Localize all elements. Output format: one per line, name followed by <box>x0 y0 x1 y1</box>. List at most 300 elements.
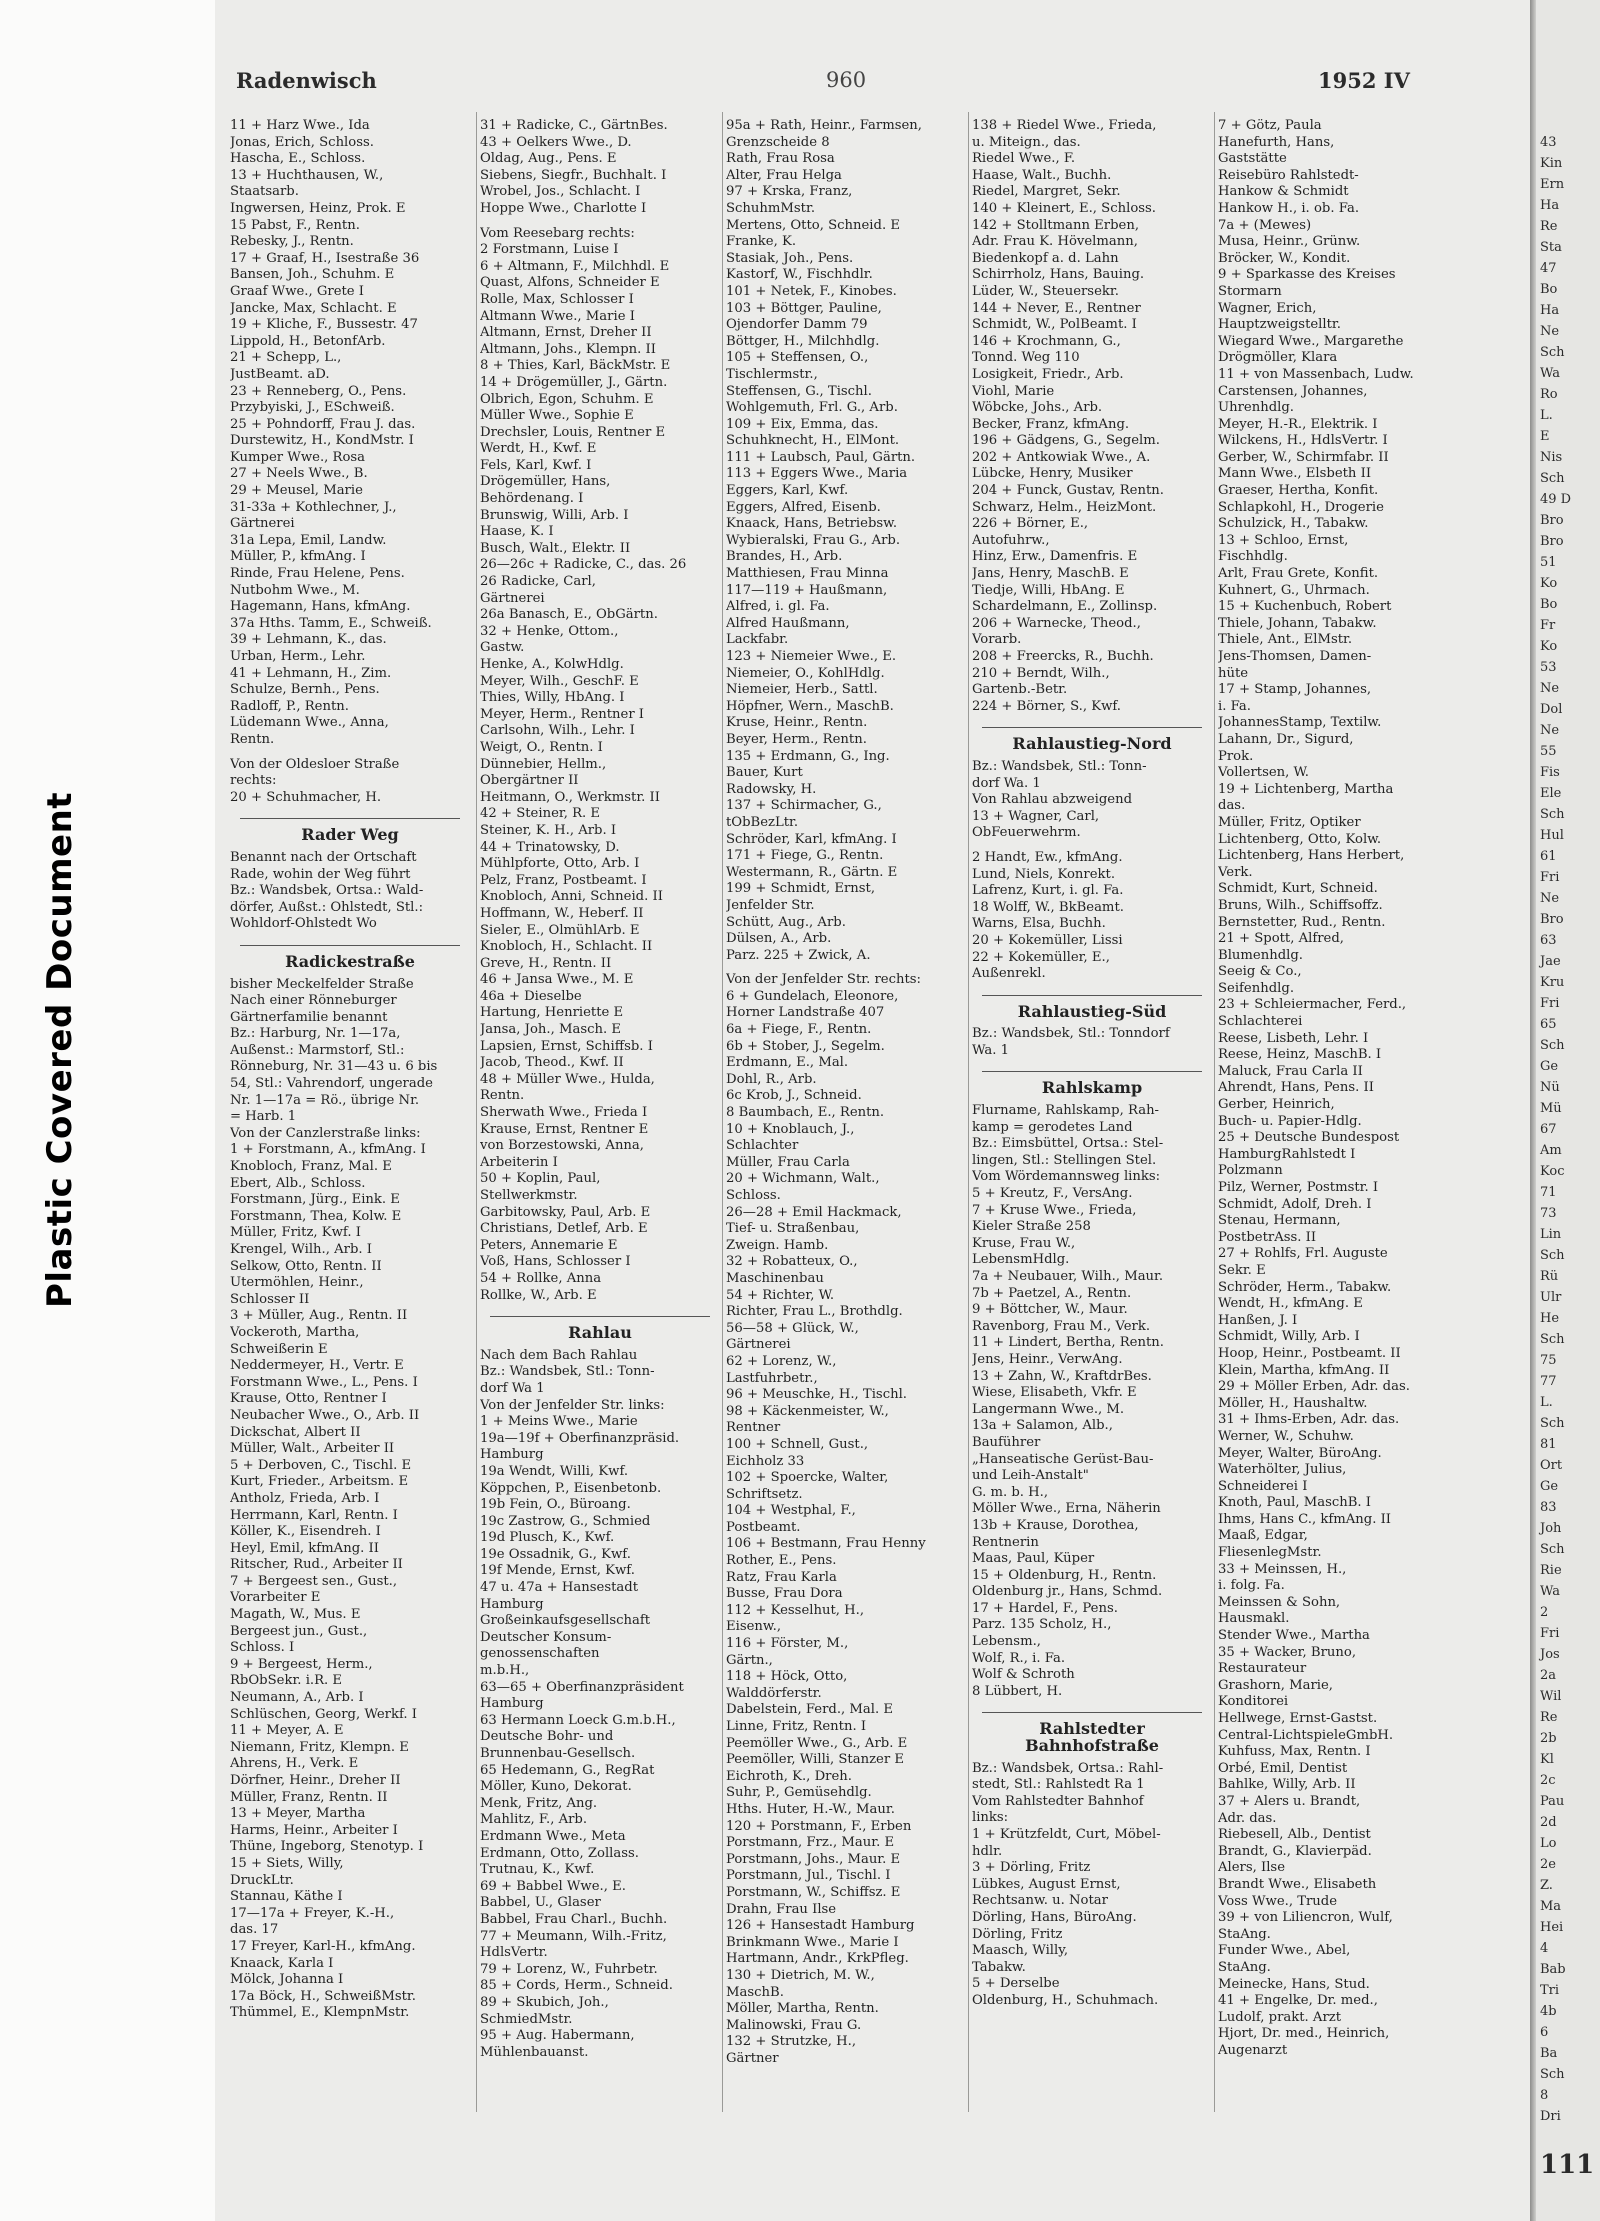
directory-entry: 26 Radicke, Carl, <box>480 574 596 590</box>
directory-entry: DruckLtr. <box>230 1872 294 1888</box>
street-section-title: Rahlau <box>568 1323 632 1343</box>
directory-entry: 13 + Wagner, Carl, <box>972 808 1100 824</box>
directory-entry: Knaack, Karla I <box>230 1955 334 1971</box>
directory-entry: 19d Plusch, K., Kwf. <box>480 1530 615 1546</box>
directory-entry: Schröder, Karl, kfmAng. I <box>726 831 897 847</box>
directory-entry: Seifenhdlg. <box>1218 980 1295 996</box>
next-page-fragment: 67 <box>1540 1122 1557 1137</box>
directory-entry <box>972 1059 1212 1067</box>
directory-column-5 <box>1218 118 1530 2059</box>
directory-entry: Deutscher Konsum- <box>480 1629 612 1645</box>
directory-entry: Schmidt, Adolf, Dreh. I <box>1218 1196 1372 1212</box>
directory-entry: Carstensen, Johannes, <box>1218 383 1368 399</box>
street-header: Radenwisch <box>236 68 377 93</box>
directory-entry: Brinkmann Wwe., Marie I <box>726 1934 899 1950</box>
directory-entry: Antholz, Frieda, Arb. I <box>230 1490 380 1506</box>
directory-entry: tObBezLtr. <box>726 814 799 830</box>
directory-entry: Vockeroth, Martha, <box>230 1324 360 1340</box>
directory-entry: StaAng. <box>1218 1959 1271 1975</box>
directory-entry: Hartmann, Andr., KrkPfleg. <box>726 1951 909 1967</box>
directory-entry: JustBeamt. aD. <box>230 366 330 382</box>
column-separator <box>968 112 969 2112</box>
plastic-covered-label: Plastic Covered Document <box>40 791 80 1309</box>
directory-entry: Franke, K. <box>726 234 797 250</box>
directory-entry: Müller, Fritz, Kwf. I <box>230 1225 361 1241</box>
directory-entry: Meyer, Walter, BüroAng. <box>1218 1445 1382 1461</box>
directory-entry: Lapsien, Ernst, Schiffsb. I <box>480 1038 653 1054</box>
directory-entry: MaschB. <box>726 1984 784 2000</box>
directory-entry: 19a Wendt, Willi, Kwf. <box>480 1463 629 1479</box>
directory-entry: Hths. Huter, H.-W., Maur. <box>726 1801 895 1817</box>
directory-entry: Losigkeit, Friedr., Arb. <box>972 366 1124 382</box>
directory-entry: und Leih-Anstalt" <box>972 1468 1089 1484</box>
next-page-fragment: Ro <box>1540 387 1558 402</box>
directory-entry: Seeig & Co., <box>1218 964 1302 980</box>
directory-entry: Reese, Lisbeth, Lehr. I <box>1218 1030 1369 1046</box>
directory-entry: 50 + Koplin, Paul, <box>480 1171 601 1187</box>
directory-entry: 5 + Kreutz, F., VersAng. <box>972 1186 1133 1202</box>
directory-entry: 32 + Henke, Ottom., <box>480 623 619 639</box>
directory-entry: 63 Hermann Loeck G.m.b.H., <box>480 1712 676 1728</box>
directory-entry: Tief- u. Straßenbau, <box>726 1221 860 1237</box>
directory-entry: Großeinkaufsgesellschaft <box>480 1613 651 1629</box>
next-page-fragment: Ne <box>1540 324 1560 339</box>
directory-entry: Olbrich, Egon, Schuhm. E <box>480 391 654 407</box>
directory-entry: Müller, Walt., Arbeiter II <box>230 1441 395 1457</box>
directory-entry: Bz.: Wandsbek, Ortsa.: Rahl- <box>972 1760 1164 1776</box>
directory-entry: 7 + Götz, Paula <box>1218 118 1322 133</box>
directory-entry: 22 + Kokemüller, E., <box>972 949 1110 965</box>
directory-entry: 171 + Fiege, G., Rentn. <box>726 848 884 864</box>
directory-entry: HamburgRahlstedt I <box>1218 1146 1356 1162</box>
directory-entry: Meinssen & Sohn, <box>1218 1594 1341 1610</box>
directory-entry: Babbel, Frau Charl., Buchh. <box>480 1911 668 1927</box>
directory-entry: Außenrekl. <box>972 966 1046 982</box>
next-page-fragment: Tri <box>1540 1983 1560 1998</box>
directory-entry: Grenzscheide 8 <box>726 134 830 150</box>
directory-entry: 29 + Möller Erben, Adr. das. <box>1218 1379 1410 1395</box>
directory-entry: Dörling, Fritz <box>972 1926 1063 1942</box>
directory-entry: Musa, Heinr., Grünw. <box>1218 234 1361 250</box>
directory-entry: Parz. 135 Scholz, H., <box>972 1617 1112 1633</box>
directory-entry: 7 + Bergeest sen., Gust., <box>230 1573 398 1589</box>
directory-entry: Altmann, Johs., Klempn. II <box>480 341 656 357</box>
directory-entry: Greve, H., Rentn. II <box>480 955 612 971</box>
directory-entry: Autofuhrw., <box>972 532 1050 548</box>
directory-entry: Möller, Martha, Rentn. <box>726 2001 879 2017</box>
directory-entry: Siebens, Siegfr., Buchhalt. I <box>480 167 667 183</box>
directory-entry: 109 + Eix, Emma, das. <box>726 416 879 432</box>
directory-entry: 31 + Ihms-Erben, Adr. das. <box>1218 1412 1400 1428</box>
directory-entry: 23 + Renneberg, O., Pens. <box>230 383 407 399</box>
directory-entry: Brandes, H., Arb. <box>726 549 843 565</box>
next-page-fragment: Fri <box>1540 1626 1560 1641</box>
directory-entry: Waterhölter, Julius, <box>1218 1462 1347 1478</box>
directory-entry <box>230 806 470 814</box>
directory-entry: Jens, Heinr., VerwAng. <box>972 1351 1123 1367</box>
directory-entry: Schardelmann, E., Zollinsp. <box>972 599 1158 615</box>
directory-entry: Gärtnerei <box>230 516 295 532</box>
directory-entry: Wilckens, H., HdlsVertr. I <box>1218 433 1388 449</box>
directory-entry: 26—28 + Emil Hackmack, <box>726 1204 902 1220</box>
next-page-fragment: 73 <box>1540 1206 1557 1221</box>
next-page-fragment: Nü <box>1540 1080 1560 1095</box>
directory-entry: 138 + Riedel Wwe., Frieda, <box>972 118 1157 133</box>
directory-entry: Knobloch, Franz, Mal. E <box>230 1159 392 1175</box>
directory-entry: Schmidt, Willy, Arb. I <box>1218 1329 1360 1345</box>
directory-entry: 6 + Altmann, F., Milchhdl. E <box>480 258 670 274</box>
directory-entry <box>972 1700 1212 1708</box>
directory-entry: Dörfner, Heinr., Dreher II <box>230 1773 401 1788</box>
directory-entry: 95 + Aug. Habermann, <box>480 2028 635 2044</box>
directory-entry: Rother, E., Pens. <box>726 1553 837 1569</box>
next-page-fragment: Sch <box>1540 807 1565 822</box>
directory-entry: 19a—19f + Oberfinanzpräsid. <box>480 1430 680 1446</box>
directory-entry: hüte <box>1218 665 1249 681</box>
directory-entry: Schuhknecht, H., ElMont. <box>726 433 900 449</box>
directory-entry: Von der Oldesloer Straße <box>230 756 400 772</box>
directory-entry: Schloss. I <box>230 1640 295 1656</box>
directory-entry: Meyer, Wilh., GeschF. E <box>480 673 639 689</box>
directory-entry: 31 + Radicke, C., GärtnBes. <box>480 118 668 133</box>
directory-entry: 79 + Lorenz, W., Fuhrbetr. <box>480 1961 658 1977</box>
directory-entry: Konditorei <box>1218 1694 1289 1710</box>
directory-entry: 54 + Rollke, Anna <box>480 1270 602 1286</box>
directory-entry: Gerber, W., Schirmfabr. II <box>1218 449 1389 465</box>
directory-entry: 21 + Schepp, L., <box>230 350 342 366</box>
directory-entry: 46 + Jansa Wwe., M. E <box>480 972 634 988</box>
directory-entry: Schulze, Bernh., Pens. <box>230 682 380 698</box>
directory-entry: Altmann Wwe., Marie I <box>480 308 635 324</box>
directory-entry: Drechsler, Louis, Rentner E <box>480 424 666 440</box>
directory-entry: 25 + Deutsche Bundespost <box>1218 1130 1400 1146</box>
directory-entry: Lippold, H., BetonfArb. <box>230 333 386 349</box>
directory-entry: Eggers, Alfred, Eisenb. <box>726 499 881 515</box>
directory-entry: Zweign. Hamb. <box>726 1237 829 1253</box>
directory-entry: Bernstetter, Rud., Rentn. <box>1218 914 1386 930</box>
directory-entry: Przybyiski, J., ESchweiß. <box>230 400 395 416</box>
next-page-fragment: Ulr <box>1540 1290 1562 1305</box>
directory-entry: Benannt nach der Ortschaft <box>230 849 417 865</box>
directory-entry: Wa. 1 <box>972 1042 1010 1058</box>
directory-entry: Thiele, Ant., ElMstr. <box>1218 632 1353 648</box>
year-volume: 1952 IV <box>1318 68 1410 93</box>
next-page-fragment: Ne <box>1540 891 1560 906</box>
directory-entry: kamp = gerodetes Land <box>972 1119 1133 1135</box>
directory-entry: 123 + Niemeier Wwe., E. <box>726 649 897 664</box>
directory-entry: Mertens, Otto, Schneid. E <box>726 217 900 233</box>
directory-entry: Meyer, H.-R., Elektrik. I <box>1218 416 1378 432</box>
directory-entry: Hjort, Dr. med., Heinrich, <box>1218 2026 1390 2042</box>
directory-entry: Arlt, Frau Grete, Konfit. <box>1218 566 1379 582</box>
next-page-fragment: Ne <box>1540 723 1560 738</box>
directory-entry: Nach dem Bach Rahlau <box>480 1347 638 1363</box>
directory-entry: Erdmann, E., Mal. <box>726 1055 849 1071</box>
directory-entry: 48 + Müller Wwe., Hulda, <box>480 1071 655 1087</box>
directory-entry: 116 + Förster, M., <box>726 1636 849 1652</box>
directory-entry: 54 + Richter, W. <box>726 1287 835 1303</box>
next-page-fragment: L. <box>1540 408 1553 423</box>
directory-entry: Wohldorf-Ohlstedt Wo <box>230 916 377 932</box>
directory-entry: Orbé, Emil, Dentist <box>1218 1760 1348 1776</box>
directory-entry: Arbeiterin I <box>480 1154 558 1170</box>
directory-entry: Stender Wwe., Martha <box>1218 1628 1370 1644</box>
directory-entry: Bz.: Wandsbek, Stl.: Tonndorf <box>972 1026 1170 1042</box>
directory-entry: 137 + Schirmacher, G., <box>726 798 882 814</box>
next-page-fragment: 65 <box>1540 1017 1557 1032</box>
directory-entry: Neumann, A., Arb. I <box>230 1690 364 1706</box>
directory-entry: Augenarzt <box>1218 2042 1288 2058</box>
directory-entry: 97 + Krska, Franz, <box>726 184 853 200</box>
directory-entry: Schriftsetz. <box>726 1486 803 1502</box>
directory-entry: Kieler Straße 258 <box>972 1219 1091 1235</box>
directory-entry: Vom Reesebarg rechts: <box>480 225 635 241</box>
next-page-fragment: 61 <box>1540 849 1557 864</box>
directory-entry: 7a + Neubauer, Wilh., Maur. <box>972 1269 1164 1284</box>
directory-entry: 47 u. 47a + Hansestadt <box>480 1580 639 1596</box>
directory-entry: Restaurateur <box>1218 1661 1307 1677</box>
directory-entry: Herrmann, Karl, Rentn. I <box>230 1507 398 1523</box>
directory-entry: Haase, Walt., Buchh. <box>972 167 1112 183</box>
directory-entry: Niemeier, O., KohlHdlg. <box>726 665 885 681</box>
directory-entry: Fischhdlg. <box>1218 549 1288 565</box>
directory-entry: 5 + Derselbe <box>972 1976 1060 1992</box>
directory-entry: 15 Pabst, F., Rentn. <box>230 217 360 233</box>
directory-entry: Krengel, Wilh., Arb. I <box>230 1242 372 1257</box>
directory-entry: Gärtnerfamilie benannt <box>230 1009 388 1025</box>
directory-entry: Neddermeyer, H., Vertr. E <box>230 1358 404 1374</box>
next-page-fragment: 63 <box>1540 933 1557 948</box>
directory-entry: Jenfelder Str. <box>726 897 815 913</box>
directory-entry: 144 + Never, E., Rentner <box>972 300 1141 316</box>
directory-entry <box>230 749 470 757</box>
directory-entry: Riedel, Margret, Sekr. <box>972 184 1121 200</box>
directory-column-4 <box>972 118 1212 2010</box>
directory-entry: 35 + Wacker, Bruno, <box>1218 1644 1357 1660</box>
directory-entry: Jans, Henry, MaschB. E <box>972 566 1129 582</box>
directory-entry: Gärtner <box>726 2050 779 2066</box>
next-page-fragment: 43 <box>1540 135 1557 150</box>
next-page-fragment: Kl <box>1540 1752 1554 1767</box>
directory-entry: 103 + Böttger, Pauline, <box>726 300 882 316</box>
next-page-fragment: Wa <box>1540 1584 1560 1599</box>
directory-entry: Postbeamt. <box>726 1519 801 1535</box>
directory-entry: 33 + Meinssen, H., <box>1218 1561 1347 1577</box>
directory-entry: ObFeuerwehrm. <box>972 825 1081 841</box>
directory-entry: Jacob, Theod., Kwf. II <box>480 1055 624 1071</box>
directory-entry: 44 + Trinatowsky, D. <box>480 839 620 855</box>
directory-entry: Sherwath Wwe., Frieda I <box>480 1105 648 1121</box>
directory-entry: Schlachterei <box>1218 1014 1303 1030</box>
directory-entry: Maas, Paul, Küper <box>972 1551 1095 1567</box>
next-page-fragment: Kin <box>1540 156 1563 171</box>
directory-entry: Obergärtner II <box>480 773 579 789</box>
directory-entry: Dickschat, Albert II <box>230 1424 361 1440</box>
directory-entry: Verk. <box>1218 864 1253 880</box>
next-page-fragment: Bro <box>1540 534 1564 549</box>
section-rule <box>982 1071 1202 1072</box>
directory-entry: Voß, Hans, Schlosser I <box>480 1254 631 1270</box>
directory-entry: Rechtsanw. u. Notar <box>972 1893 1108 1909</box>
directory-entry: 5 + Derboven, C., Tischl. E <box>230 1457 412 1473</box>
directory-entry: Trutnau, K., Kwf. <box>480 1862 595 1878</box>
next-page-fragment: 55 <box>1540 744 1557 759</box>
directory-entry: 62 + Lorenz, W., <box>726 1353 837 1369</box>
directory-entry: Langermann Wwe., M. <box>972 1401 1125 1417</box>
directory-entry: 31a Lepa, Emil, Landw. <box>230 532 387 548</box>
directory-entry: Lichtenberg, Hans Herbert, <box>1218 848 1405 864</box>
directory-entry: 199 + Schmidt, Ernst, <box>726 881 876 897</box>
directory-entry: Kurt, Frieder., Arbeitsm. E <box>230 1474 409 1490</box>
directory-entry: 17 + Stamp, Johannes, <box>1218 682 1372 698</box>
directory-entry: Harms, Heinr., Arbeiter I <box>230 1822 398 1838</box>
directory-entry: Rönneburg, Nr. 31—43 u. 6 bis <box>230 1059 438 1075</box>
directory-entry: Adr. Frau K. Hövelmann, <box>972 234 1138 250</box>
next-page-fragment: Ern <box>1540 177 1565 192</box>
section-rule <box>982 1712 1202 1713</box>
directory-entry: Radloff, P., Rentn. <box>230 698 349 714</box>
directory-entry: Gärtn., <box>726 1652 773 1668</box>
directory-entry: 6c Krob, J., Schneid. <box>726 1088 862 1104</box>
directory-entry: Haase, K. I <box>480 524 554 540</box>
directory-entry: Bz.: Harburg, Nr. 1—17a, <box>230 1026 401 1042</box>
next-page-fragment: Re <box>1540 219 1558 234</box>
directory-entry: LebensmHdlg. <box>972 1252 1070 1268</box>
directory-entry: dörfer, Außst.: Ohlstedt, Stl.: <box>230 899 424 915</box>
directory-entry: Maluck, Frau Carla II <box>1218 1063 1363 1079</box>
directory-entry: Schlachter <box>726 1138 799 1154</box>
directory-entry <box>972 715 1212 723</box>
directory-entry: Ratz, Frau Karla <box>726 1569 837 1585</box>
directory-entry: Alfred Haußmann, <box>726 615 850 631</box>
directory-entry: Schütt, Aug., Arb. <box>726 914 846 930</box>
directory-entry: Hamburg <box>480 1696 544 1712</box>
directory-entry: Bröcker, W., Kondit. <box>1218 250 1351 266</box>
directory-entry: stedt, Stl.: Rahlstedt Ra 1 <box>972 1777 1145 1793</box>
directory-entry: Krause, Otto, Rentner I <box>230 1391 387 1407</box>
directory-entry: 11 + von Massenbach, Ludw. <box>1218 366 1414 382</box>
directory-entry: 98 + Käckenmeister, W., <box>726 1403 889 1419</box>
directory-entry: Buch- u. Papier-Hdlg. <box>1218 1113 1362 1129</box>
next-page-fragment: Nis <box>1540 450 1563 465</box>
directory-entry: 13a + Salamon, Alb., <box>972 1418 1113 1434</box>
directory-entry: Magath, W., Mus. E <box>230 1607 361 1623</box>
next-page-fragment: 2b <box>1540 1731 1557 1746</box>
directory-entry: Wagner, Erich, <box>1218 300 1317 316</box>
section-rule <box>982 995 1202 996</box>
directory-entry: 3 + Dörling, Fritz <box>972 1860 1091 1876</box>
directory-entry: Stenau, Hermann, <box>1218 1213 1341 1229</box>
directory-entry: Reisebüro Rahlstedt- <box>1218 167 1359 183</box>
directory-entry: Oldag, Aug., Pens. E <box>480 151 617 167</box>
next-page-fragment: Wa <box>1540 366 1560 381</box>
directory-entry: i. Fa. <box>1218 698 1251 714</box>
directory-entry: Hauptzweigstelltr. <box>1218 317 1341 333</box>
next-page-fragment: Sch <box>1540 1416 1565 1431</box>
next-page-fragment: Bro <box>1540 912 1564 927</box>
directory-entry: Lund, Niels, Konrekt. <box>972 866 1116 882</box>
next-page-fragment: Jos <box>1540 1647 1560 1662</box>
directory-entry: 13 + Zahn, W., KraftdrBes. <box>972 1368 1152 1384</box>
directory-entry: Peemöller Wwe., G., Arb. E <box>726 1735 908 1751</box>
directory-entry: Tabakw. <box>972 1959 1026 1975</box>
next-page-fragment: 77 <box>1540 1374 1557 1389</box>
directory-entry: Quast, Alfons, Schneider E <box>480 275 660 291</box>
directory-entry: Knobloch, H., Schlacht. II <box>480 939 653 955</box>
directory-entry: Central-LichtspieleGmbH. <box>1218 1727 1394 1743</box>
directory-entry: 120 + Porstmann, F., Erben <box>726 1818 912 1834</box>
directory-entry: Jancke, Max, Schlacht. E <box>230 300 397 316</box>
directory-entry: Mühlenbauanst. <box>480 2044 589 2060</box>
directory-entry: 41 + Lehmann, H., Zim. <box>230 665 392 681</box>
directory-entry: Vom Wördemannsweg links: <box>972 1169 1161 1185</box>
next-page-fragment: 83 <box>1540 1500 1557 1515</box>
directory-entry: Thüne, Ingeborg, Stenotyp. I <box>230 1839 424 1855</box>
directory-entry: Deutsche Bohr- und <box>480 1729 614 1745</box>
next-page-fragment: Fri <box>1540 870 1560 885</box>
directory-entry: 25 + Pohndorff, Frau J. das. <box>230 416 416 432</box>
directory-entry: Dörling, Hans, BüroAng. <box>972 1909 1137 1925</box>
directory-entry: FliesenlegMstr. <box>1218 1545 1322 1561</box>
directory-entry: 19c Zastrow, G., Schmied <box>480 1513 651 1529</box>
directory-entry: Müller, Franz, Rentn. II <box>230 1789 388 1805</box>
directory-entry: Schloss. <box>726 1188 781 1203</box>
directory-entry: Forstmann Wwe., L., Pens. I <box>230 1374 418 1390</box>
directory-entry: Thies, Willy, HbAng. I <box>480 690 625 706</box>
directory-entry: Köller, K., Eisendreh. I <box>230 1524 381 1540</box>
directory-entry: 69 + Babbel Wwe., E. <box>480 1878 626 1894</box>
directory-entry: Peemöller, Willi, Stanzer E <box>726 1752 904 1768</box>
directory-entry: Bruns, Wilh., Schiffsoffz. <box>1218 897 1383 913</box>
directory-entry: Bz.: Eimsbüttel, Ortsa.: Stel- <box>972 1136 1164 1152</box>
directory-entry: Von der Jenfelder Str. rechts: <box>726 972 921 988</box>
directory-entry: Maaß, Edgar, <box>1218 1528 1308 1544</box>
directory-entry: 13 + Schloo, Ernst, <box>1218 532 1349 548</box>
directory-entry: Sekr. E <box>1218 1262 1266 1278</box>
directory-entry: Mann Wwe., Elsbeth II <box>1218 466 1372 482</box>
directory-entry: 15 + Kuchenbuch, Robert <box>1218 599 1392 615</box>
directory-entry: Busch, Walt., Elektr. II <box>480 540 631 556</box>
directory-entry: Niemeier, Herb., Sattl. <box>726 682 878 698</box>
directory-entry: 8 Baumbach, E., Rentn. <box>726 1105 885 1121</box>
directory-entry: 1 + Krützfeldt, Curt, Möbel- <box>972 1827 1161 1842</box>
directory-entry: Hartung, Henriette E <box>480 1005 624 1021</box>
directory-entry: Mahlitz, F., Arb. <box>480 1812 588 1828</box>
directory-entry: Lackfabr. <box>726 632 789 648</box>
directory-entry: 41 + Engelke, Dr. med., <box>1218 1993 1378 2009</box>
directory-entry: Wohlgemuth, Frl. G., Arb. <box>726 400 898 416</box>
directory-entry: Nr. 1—17a = Rö., übrige Nr. <box>230 1092 420 1108</box>
directory-entry: Wendt, H., kfmAng. E <box>1218 1296 1363 1312</box>
directory-entry: 118 + Höck, Otto, <box>726 1669 848 1685</box>
next-page-fragment: 4b <box>1540 2004 1557 2019</box>
directory-entry: Kastorf, W., Fischhdlr. <box>726 267 873 283</box>
directory-entry: 202 + Antkowiak Wwe., A. <box>972 449 1151 465</box>
directory-entry: SchmiedMstr. <box>480 2011 573 2027</box>
directory-entry: links: <box>972 1810 1009 1826</box>
directory-entry: Hamburg <box>480 1596 544 1612</box>
directory-entry: 27 + Rohlfs, Frl. Auguste <box>1218 1246 1388 1262</box>
directory-entry: G. m. b. H., <box>972 1484 1049 1500</box>
directory-entry: Henke, A., KolwHdlg. <box>480 657 624 672</box>
next-page-fragment: Koc <box>1540 1164 1565 1179</box>
directory-entry: Carlsohn, Wilh., Lehr. I <box>480 723 635 739</box>
directory-entry: 102 + Spoercke, Walter, <box>726 1470 889 1486</box>
directory-entry: Alter, Frau Helga <box>726 167 842 183</box>
directory-entry: dorf Wa. 1 <box>972 775 1041 791</box>
directory-entry: Gerber, Heinrich, <box>1218 1097 1335 1113</box>
directory-entry: Hanefurth, Hans, <box>1218 134 1335 150</box>
